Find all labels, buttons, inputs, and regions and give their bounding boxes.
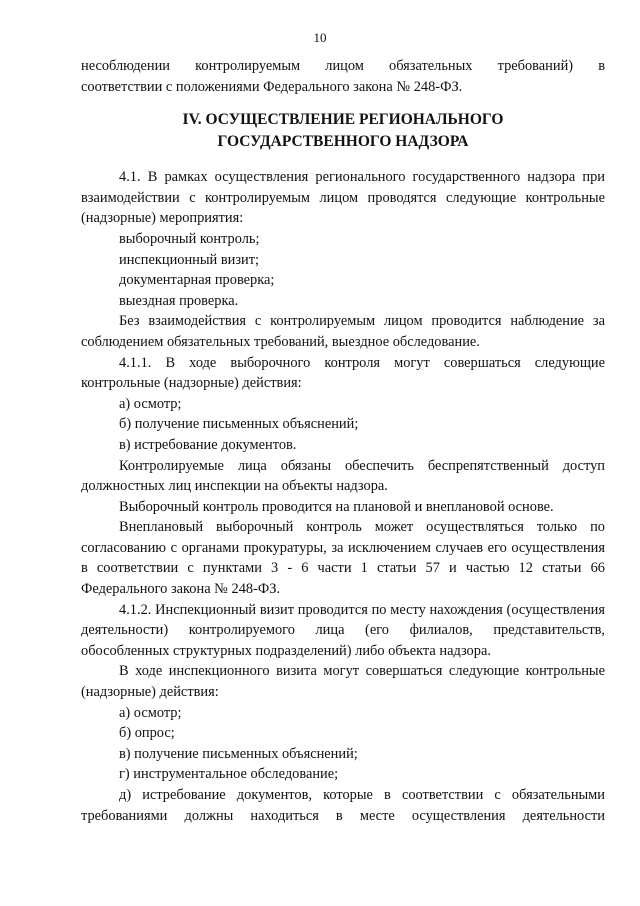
section-heading (81, 109, 605, 153)
page-number: 10 (313, 30, 327, 45)
paragraph-visit-actions: В ходе инспекционного визита могут совершаться следующие контрольные (надзорные) действия: (81, 663, 605, 701)
list-item: б) опрос; (119, 725, 175, 742)
list-item: а) осмотр; (119, 704, 182, 721)
list-item: документарная проверка; (119, 272, 275, 289)
list-item: выборочный контроль; (119, 230, 260, 247)
paragraph-plan-basis: Выборочный контроль проводится на плановой и внеплановой основе. (119, 498, 554, 515)
list-item: б) получение письменных объяснений; (119, 416, 359, 433)
paragraph-4-1-1: 4.1.1. В ходе выборочного контроля могут совершаться следующие контрольные (надзорные) действия: (81, 354, 605, 392)
list-item: а) осмотр; (119, 395, 182, 412)
list-item: в) истребование документов. (119, 436, 297, 453)
text-line: несоблюдении контролируемым лицом обязательных требований) в (81, 58, 605, 74)
section-heading-line-2: ГОСУДАРСТВЕННОГО НАДЗОРА (217, 133, 469, 151)
paragraph-access: Контролируемые лица обязаны обеспечить беспрепятственный доступ должностных лиц инспекции на объекты надзора. (81, 457, 605, 495)
paragraph-4-1: 4.1. В рамках осуществления регионального государственного надзора при взаимодействии с контролируемым лицом проводятся следующие контрольные (надзорные) мероприятия: (81, 169, 605, 227)
list-item: выездная проверка. (119, 292, 239, 309)
paragraph-unplanned: Внеплановый выборочный контроль может осуществляться только по согласованию с органами прокуратуры, за исключением случаев его осуществления в соответствии с пунктами 3 - 6 части 1 статьи 57 и частью 12 статьи 66 Федерального закона № 248-ФЗ. (81, 519, 605, 598)
paragraph-4-1-2: 4.1.2. Инспекционный визит проводится по месту нахождения (осуществления деятельности) контролируемого лица (его филиалов, представительств, обособленных структурных подразделений) либо объекта надзора. (81, 601, 605, 659)
paragraph-without-interaction: Без взаимодействия с контролируемым лицом проводится наблюдение за соблюдением обязательных требований, выездное обследование. (81, 313, 605, 350)
list-item: инспекционный визит; (119, 251, 260, 268)
list-item: д) истребование документов, которые в соответствии с обязательными требованиями должны находиться в месте осуществления деятельности (81, 787, 605, 824)
section-heading-line-1: IV. ОСУЩЕСТВЛЕНИЕ РЕГИОНАЛЬНОГО (182, 111, 504, 129)
list-item: г) инструментальное обследование; (119, 766, 339, 783)
list-item: в) получение письменных объяснений; (119, 745, 358, 762)
text-line: соответствии с положениями Федерального закона № 248-ФЗ. (81, 78, 463, 95)
page-content (81, 56, 605, 826)
